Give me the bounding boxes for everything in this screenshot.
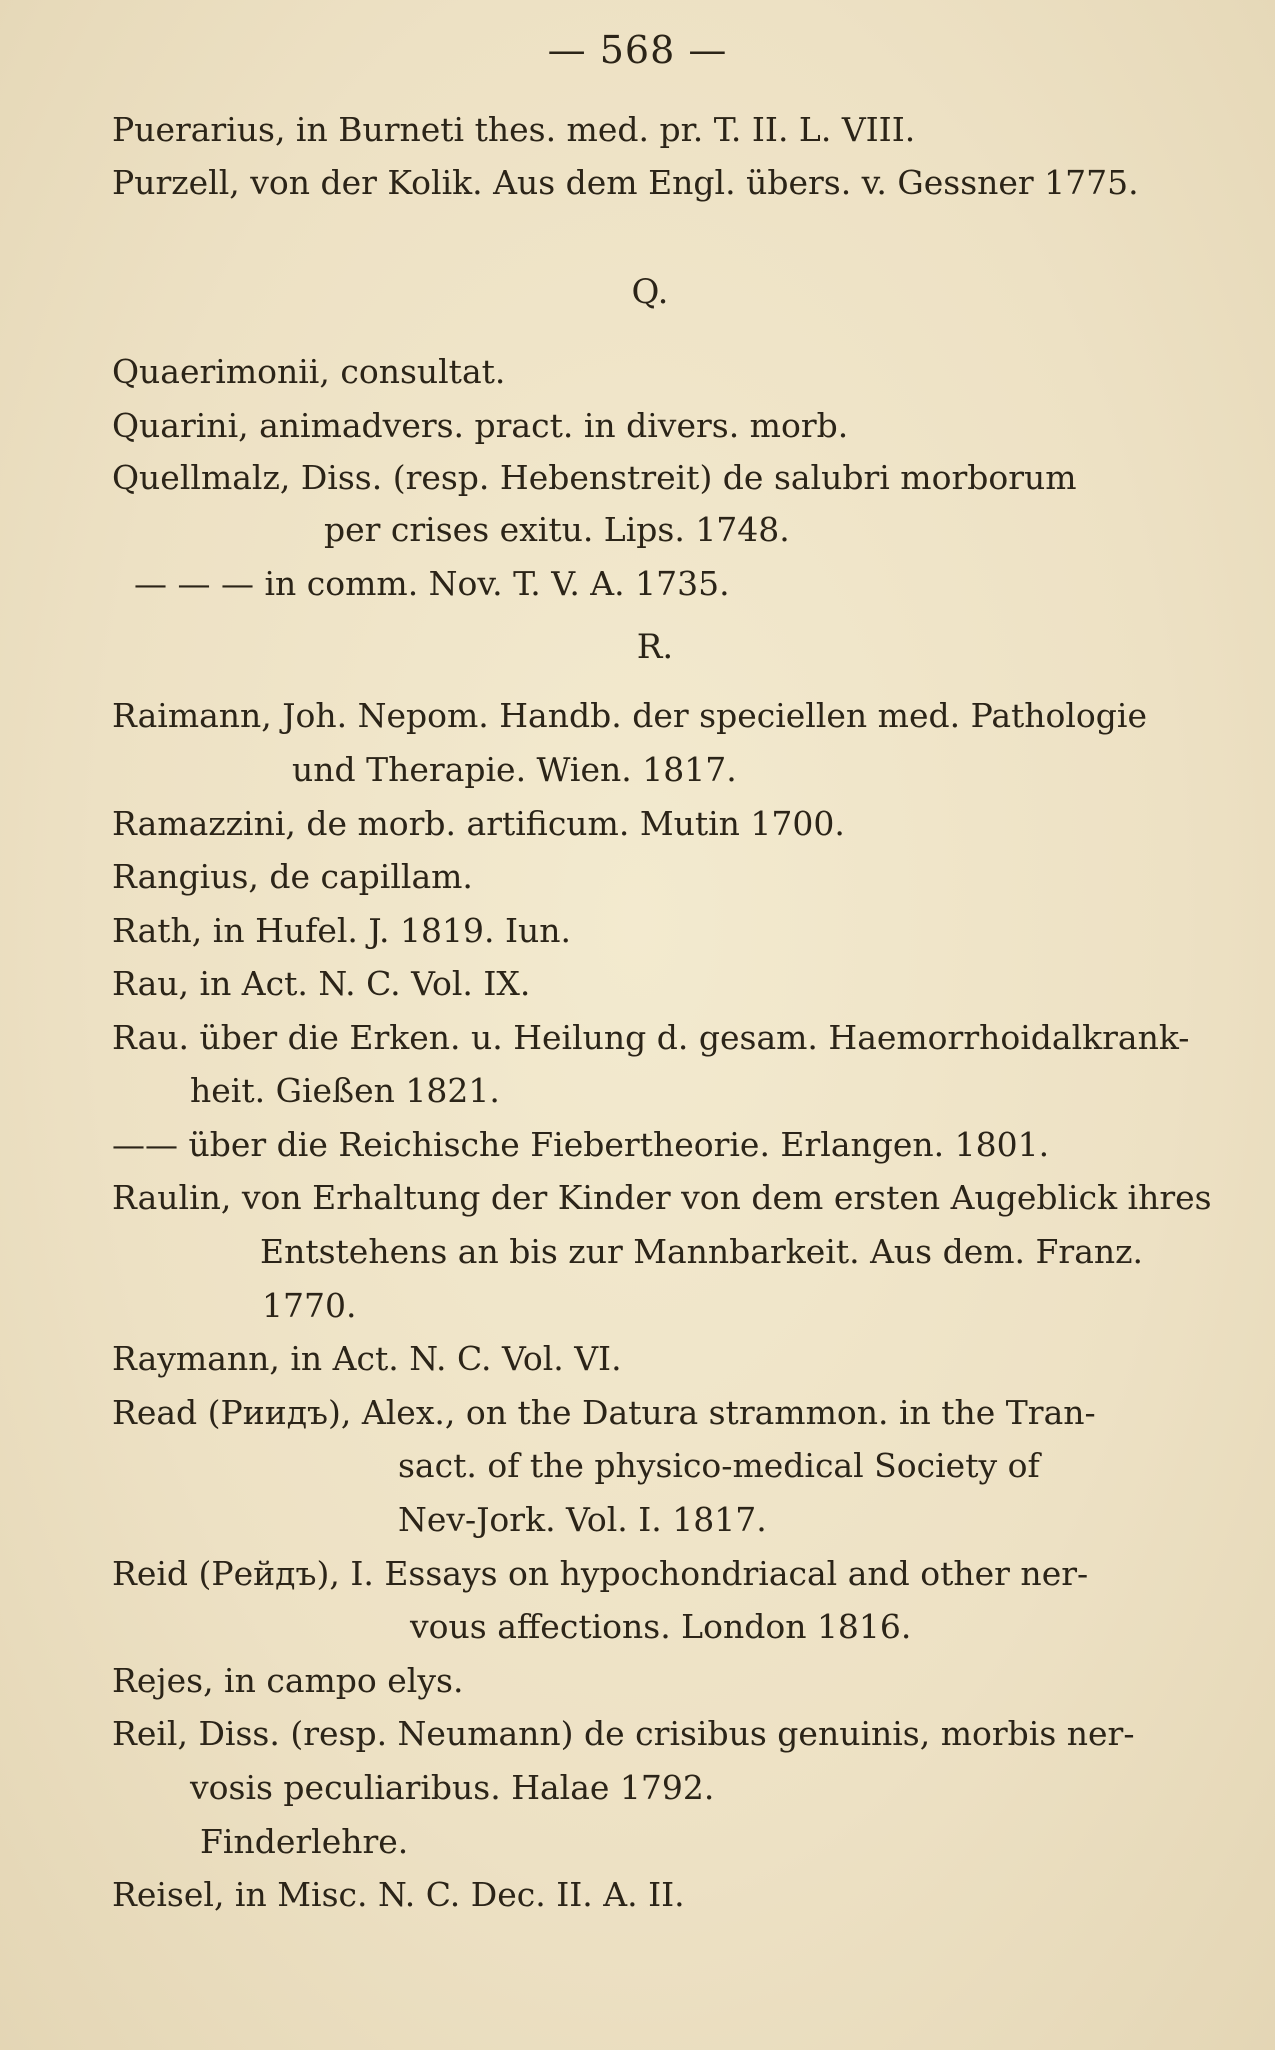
entry-rath: Rath, in Hufel. J. 1819. Iun.: [112, 911, 572, 950]
entry-raulin-year: 1770.: [262, 1286, 357, 1325]
entry-read-cont-2: Nev-Jork. Vol. I. 1817.: [398, 1500, 767, 1539]
entry-rejes: Rejes, in campo elys.: [112, 1661, 464, 1700]
entry-reisel: Reisel, in Misc. N. C. Dec. II. A. II.: [112, 1875, 685, 1914]
entry-raimann-cont: und Therapie. Wien. 1817.: [292, 750, 737, 789]
entry-puerarius: Puerarius, in Burneti thes. med. pr. T. II. L. VIII.: [112, 110, 916, 149]
entry-quellmalz: Quellmalz, Diss. (resp. Hebenstreit) de salubri morborum: [112, 458, 1077, 497]
entry-reil-cont-2: Finderlehre.: [200, 1822, 409, 1861]
entry-ramazzini: Ramazzini, de morb. artificum. Mutin 1700.: [112, 804, 845, 843]
entry-reil: Reil, Diss. (resp. Neumann) de crisibus genuinis, morbis ner-: [112, 1714, 1135, 1753]
entry-rau-3: —— über die Reichische Fiebertheorie. Erlangen. 1801.: [112, 1125, 1050, 1164]
entry-quellmalz-cont: per crises exitu. Lips. 1748.: [324, 510, 790, 549]
entry-reid: Reid (Рейдъ), I. Essays on hypochondriacal and other ner-: [112, 1554, 1089, 1593]
entry-raulin: Raulin, von Erhaltung der Kinder von dem ersten Augeblick ihres: [112, 1178, 1212, 1217]
section-heading-q: Q.: [631, 272, 669, 312]
entry-rau-2: Rau. über die Erken. u. Heilung d. gesam. Haemorrhoidalkrank-: [112, 1018, 1190, 1057]
page-number: — 568 —: [547, 28, 728, 72]
entry-quarini: Quarini, animadvers. pract. in divers. morb.: [112, 406, 849, 445]
section-heading-r: R.: [636, 627, 674, 667]
entry-rau-1: Rau, in Act. N. C. Vol. IX.: [112, 964, 531, 1003]
entry-quellmalz-comm: — — — in comm. Nov. T. V. A. 1735.: [134, 564, 730, 603]
entry-rau-2-cont: heit. Gießen 1821.: [190, 1071, 500, 1110]
entry-read: Read (Риидъ), Alex., on the Datura strammon. in the Tran-: [112, 1393, 1096, 1432]
entry-reil-cont: vosis peculiaribus. Halae 1792.: [190, 1768, 715, 1807]
entry-raymann: Raymann, in Act. N. C. Vol. VI.: [112, 1339, 622, 1378]
entry-reid-cont: vous affections. London 1816.: [410, 1607, 912, 1646]
entry-raulin-cont: Entstehens an bis zur Mannbarkeit. Aus dem. Franz.: [260, 1232, 1143, 1271]
entry-purzell: Purzell, von der Kolik. Aus dem Engl. übers. v. Gessner 1775.: [112, 163, 1139, 202]
entry-raimann: Raimann, Joh. Nepom. Handb. der speciellen med. Pathologie: [112, 696, 1148, 735]
entry-quaerimonii: Quaerimonii, consultat.: [112, 352, 506, 391]
entry-rangius: Rangius, de capillam.: [112, 857, 473, 896]
entry-read-cont: sact. of the physico-medical Society of: [398, 1446, 1040, 1485]
